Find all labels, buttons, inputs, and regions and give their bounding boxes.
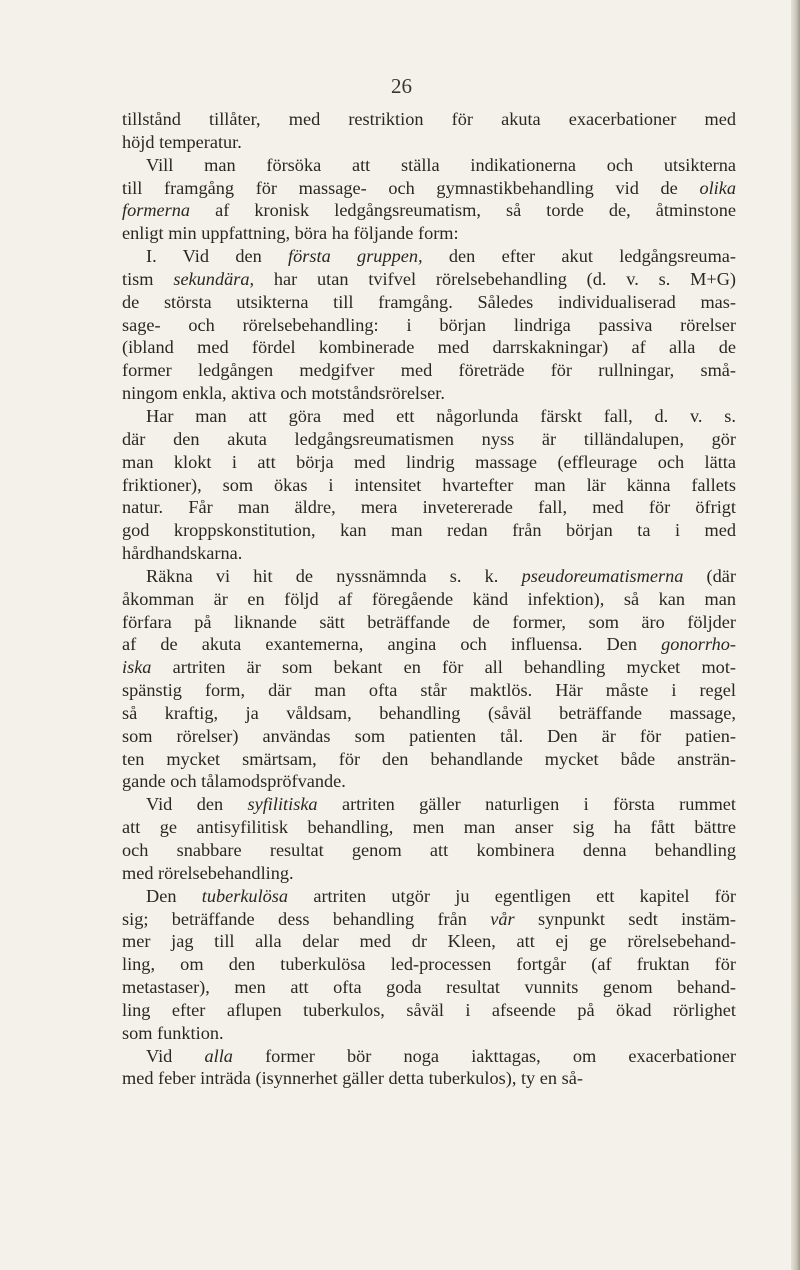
text-line xyxy=(122,428,736,451)
text-line xyxy=(122,199,736,222)
text-run: förfara på liknande sätt beträffande de former, som äro följder xyxy=(122,611,736,632)
text-run: god kroppskonstitution, kan man redan från början ta i med xyxy=(122,520,736,541)
text-run: af kronisk ledgångsreumatism, så torde de, åtminstone xyxy=(190,200,736,221)
text-run: har utan tvifvel rörelsebehandling (d. v. s. M+G) xyxy=(254,268,736,289)
text-line xyxy=(122,999,736,1022)
text-line xyxy=(122,1045,736,1068)
text-line xyxy=(122,908,736,931)
text-run: som rörelser) användas som patienten tål. Den är för patien- xyxy=(122,725,736,746)
text-line xyxy=(122,245,736,268)
text-line xyxy=(122,222,736,245)
text-line xyxy=(122,679,736,702)
text-line xyxy=(122,154,736,177)
page-number: 26 xyxy=(391,74,412,98)
text-run: tillstånd tillåter, med restriktion för akuta exacerbationer med xyxy=(122,109,736,129)
text-line xyxy=(122,1022,736,1045)
italic-text: första gruppen, xyxy=(288,246,423,267)
italic-text: formerna xyxy=(122,200,191,221)
text-run: artriten utgör ju egentligen ett kapitel för xyxy=(288,885,737,906)
text-line xyxy=(122,633,736,656)
text-line xyxy=(122,793,736,816)
text-run: ten mycket smärtsam, för den behandlande mycket både ansträn- xyxy=(122,748,736,769)
text-run: tism xyxy=(122,268,174,289)
text-run: Den xyxy=(146,885,202,906)
text-run: med feber inträda (isynnerhet gäller detta tuberkulos), ty en så- xyxy=(122,1068,583,1089)
text-run: mer jag till alla delar med dr Kleen, att ej ge rörelsebehand- xyxy=(122,931,736,952)
text-run: former ledgången medgifver med företräde för rullningar, små- xyxy=(122,360,736,381)
text-run: former bör noga iakttagas, om exacerbationer xyxy=(232,1045,736,1066)
text-line xyxy=(122,496,736,519)
italic-text: olika xyxy=(699,177,736,198)
italic-text: syfilitiska xyxy=(247,794,318,815)
body-text xyxy=(122,108,736,1090)
text-run: att ge antisyfilitisk behandling, men man anser sig ha fått bättre xyxy=(122,817,736,838)
text-run: där den akuta ledgångsreumatismen nyss är tilländalupen, gör xyxy=(122,428,736,449)
text-line xyxy=(122,474,736,497)
text-line xyxy=(122,108,736,131)
text-line xyxy=(122,131,736,154)
text-run: af de akuta exantemerna, angina och influensa. Den xyxy=(122,634,662,655)
text-run: hårdhandskarna. xyxy=(122,543,243,564)
text-run: som funktion. xyxy=(122,1022,224,1043)
text-run: artriten är som bekant en för all behandling mycket mot- xyxy=(151,657,736,678)
text-run: ling efter aflupen tuberkulos, såväl i afseende på ökad rörlighet xyxy=(122,999,736,1020)
text-run: natur. Får man äldre, mera invetererade fall, med för öfrigt xyxy=(122,497,736,518)
text-run: till framgång för massage- och gymnastikbehandling vid de xyxy=(122,177,700,198)
page-edge xyxy=(791,0,800,1270)
text-line xyxy=(122,885,736,908)
text-run: enligt min uppfattning, böra ha följande form: xyxy=(122,223,459,244)
text-run: artriten gäller naturligen i första rummet xyxy=(317,794,736,815)
text-line xyxy=(122,314,736,337)
italic-text: iska xyxy=(122,657,152,678)
text-run: höjd temperatur. xyxy=(122,131,242,152)
text-line xyxy=(122,542,736,565)
italic-text: sekundära, xyxy=(173,268,255,289)
text-run: och snabbare resultat genom att kombinera denna behandling xyxy=(122,840,736,860)
text-run: ningom enkla, aktiva och motståndsrörelser. xyxy=(122,383,445,404)
text-line xyxy=(122,565,736,588)
text-run: Vid den xyxy=(146,794,248,815)
text-run: synpunkt sedt instäm- xyxy=(514,908,736,929)
text-line xyxy=(122,816,736,839)
text-run: I. Vid den xyxy=(146,246,289,267)
text-line xyxy=(122,451,736,474)
text-line xyxy=(122,748,736,771)
text-line xyxy=(122,268,736,291)
italic-text: gonorrho- xyxy=(661,634,736,655)
text-line xyxy=(122,839,736,862)
text-run: Vill man försöka att ställa indikationerna och utsikterna xyxy=(146,154,736,175)
text-run: Har man att göra med ett någorlunda färskt fall, d. v. s. xyxy=(146,405,736,426)
text-run: sig; beträffande dess behandling från xyxy=(122,908,491,929)
text-line xyxy=(122,656,736,679)
text-run: (ibland med fördel kombinerade med darrskakningar) af alla de xyxy=(122,337,736,358)
text-line xyxy=(122,930,736,953)
text-line xyxy=(122,336,736,359)
text-line xyxy=(122,588,736,611)
text-line xyxy=(122,1067,736,1090)
text-line xyxy=(122,953,736,976)
text-run: sage- och rörelsebehandling: i början lindriga passiva rörelser xyxy=(122,314,736,335)
text-line xyxy=(122,177,736,200)
text-run: den efter akut ledgångsreuma- xyxy=(422,246,736,267)
text-line xyxy=(122,291,736,314)
text-run: ling, om den tuberkulösa led-processen fortgår (af fruktan för xyxy=(122,954,736,975)
text-line xyxy=(122,405,736,428)
text-run: de största utsikterna till framgång. Således individualiserad mas- xyxy=(122,291,736,312)
text-run: Räkna vi hit de nyssnämnda s. k. xyxy=(146,565,522,586)
text-run: (där xyxy=(683,565,736,586)
text-line xyxy=(122,382,736,405)
text-line xyxy=(122,611,736,634)
text-run: så kraftig, ja våldsam, behandling (såväl beträffande massage, xyxy=(122,702,736,723)
text-run: gande och tålamodspröfvande. xyxy=(122,771,346,792)
text-run: man klokt i att börja med lindrig massage (effleurage och lätta xyxy=(122,451,736,472)
text-line xyxy=(122,976,736,999)
text-run: åkomman är en följd af föregående känd infektion), så kan man xyxy=(122,588,736,609)
italic-text: vår xyxy=(490,908,515,929)
text-line xyxy=(122,359,736,382)
text-line xyxy=(122,519,736,542)
italic-text: tuberkulösa xyxy=(201,885,289,906)
text-run: spänstig form, där man ofta står maktlös. Här måste i regel xyxy=(122,680,736,701)
text-line xyxy=(122,862,736,885)
text-run: Vid xyxy=(146,1045,205,1066)
italic-text: alla xyxy=(204,1045,233,1066)
text-line xyxy=(122,702,736,725)
text-run: friktioner), som ökas i intensitet hvartefter man lär känna fallets xyxy=(122,474,736,495)
text-line xyxy=(122,725,736,748)
italic-text: pseudoreumatismerna xyxy=(521,565,684,586)
text-run: med rörelsebehandling. xyxy=(122,862,294,883)
text-run: metastaser), men att ofta goda resultat vunnits genom behand- xyxy=(122,977,736,998)
text-line xyxy=(122,770,736,793)
